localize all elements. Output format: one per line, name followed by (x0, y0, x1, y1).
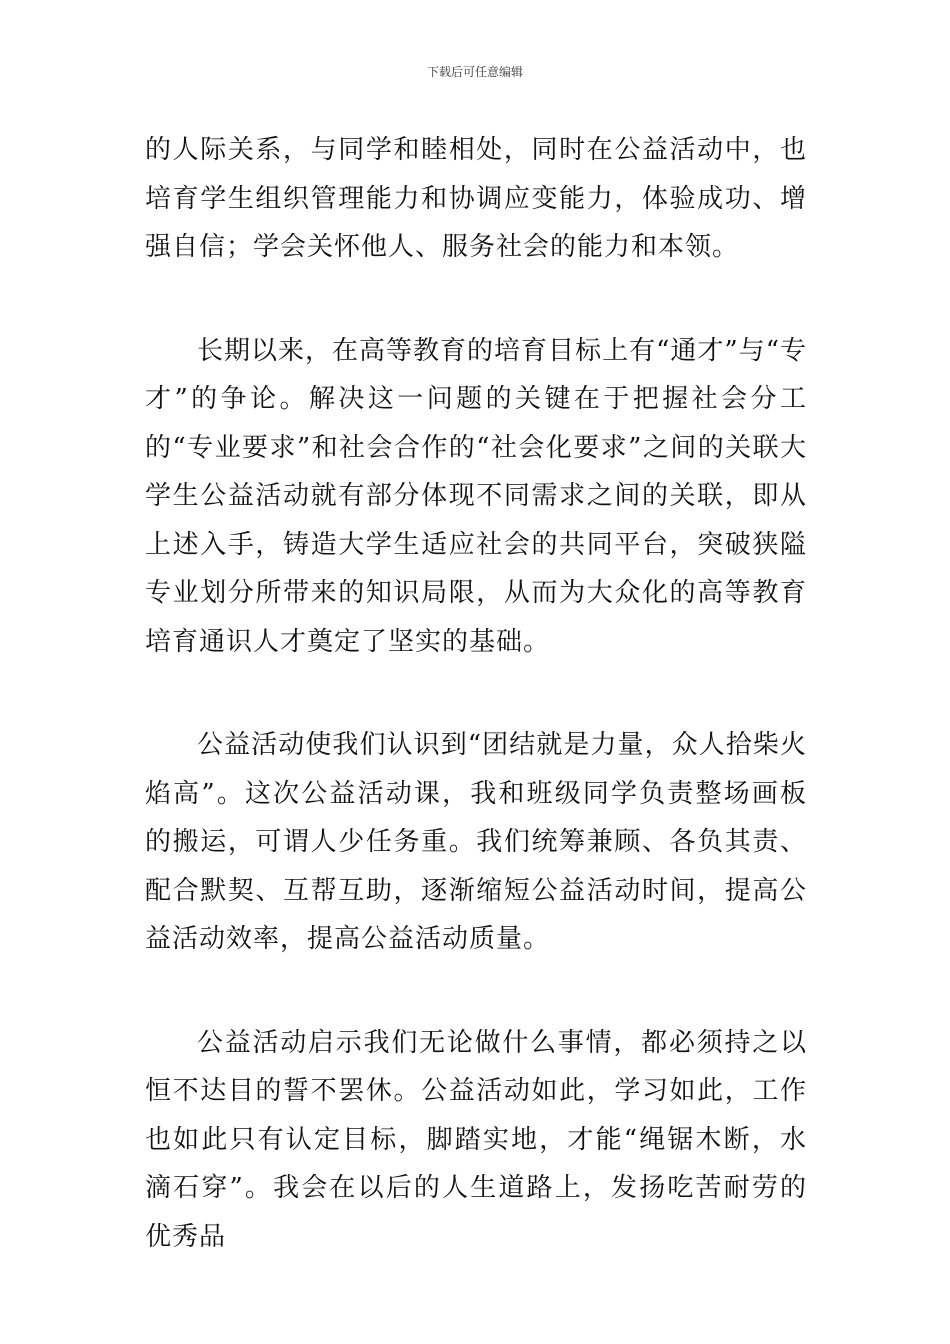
page-header-note: 下载后可任意编辑 (426, 65, 523, 79)
paragraph-1: 的人际关系，与同学和睦相处，同时在公益活动中，也培育学生组织管理能力和协调应变能力，体验成功、增强自信；学会关怀他人、服务社会的能力和本领。 (145, 135, 807, 262)
document-body (145, 126, 807, 1316)
paragraph-4: 公益活动启示我们无论做什么事情，都必须持之以恒不达目的誓不罢休。公益活动如此，学习如此，工作也如此只有认定目标，脚踏实地，才能“绳锯木断，水滴石穿”。我会在以后的人生道路上，发扬吃苦耐劳的优秀品 (145, 1027, 807, 1252)
paragraph-2: 长期以来，在高等教育的培育目标上有“通才”与“专才”的争论。解决这一问题的关键在于把握社会分工的“专业要求”和社会合作的“社会化要求”之间的关联大学生公益活动就有部分体现不同需求之间的关联，即从上述入手，铸造大学生适应社会的共同平台，突破狭隘专业划分所带来的知识局限，从而为大众化的高等教育培育通识人才奠定了坚实的基础。 (145, 335, 807, 657)
paragraph-3: 公益活动使我们认识到“团结就是力量，众人拾柴火焰高”。这次公益活动课，我和班级同学负责整场画板的搬运，可谓人少任务重。我们统筹兼顾、各负其责、配合默契、互帮互助，逐渐缩短公益活动时间，提高公益活动效率，提高公益活动质量。 (145, 730, 807, 954)
